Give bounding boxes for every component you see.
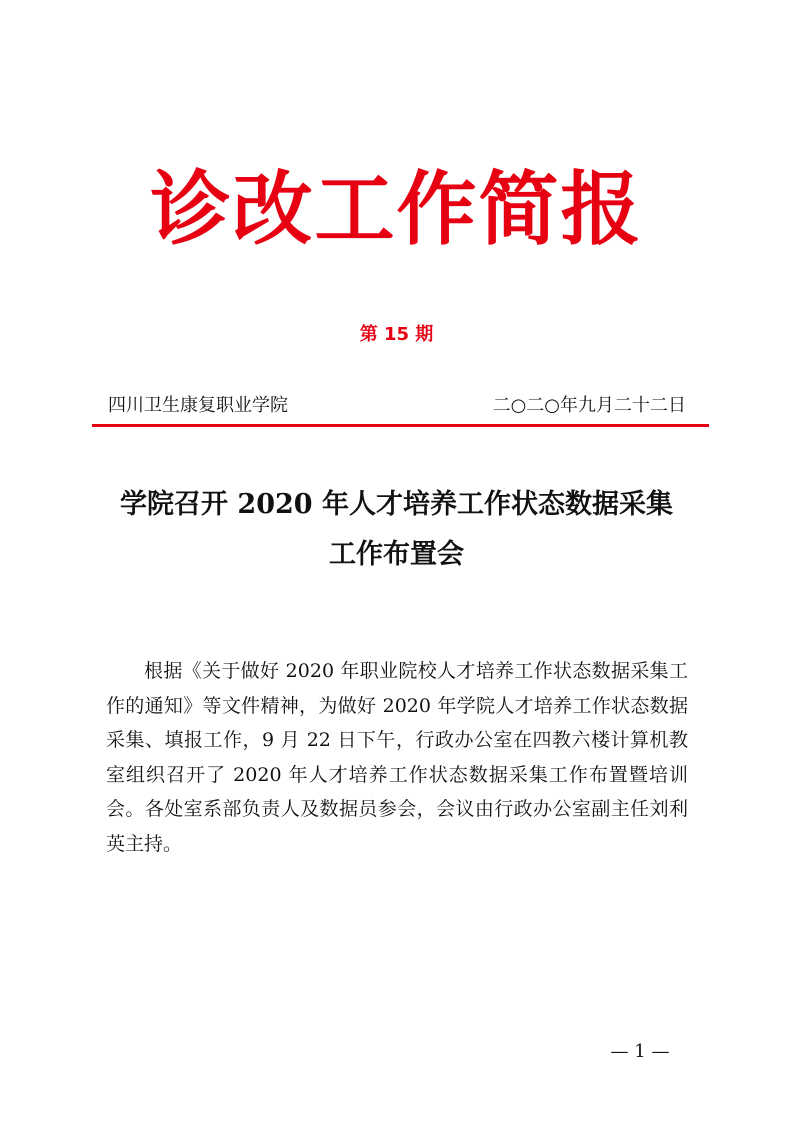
organization-name: 四川卫生康复职业学院 <box>108 395 288 416</box>
article-paragraph: 根据《关于做好 2020 年职业院校人才培养工作状态数据采集工作的通知》等文件精神，为做好 2020 年学院人才培养工作状态数据采集、填报工作，9 月 22 日下午，行政办公室在四教六楼计算机教室组织召开了 2020 年人才培养工作状态数据采集工作布置暨培训会。各处室系部负责人及数据员参会，会议由行政办公室副主任刘利英主持。 <box>106 660 688 855</box>
headline-line-2: 工作布置会 <box>329 539 464 570</box>
issue-number: 第 15 期 <box>359 324 434 345</box>
page-number: — 1 — <box>610 1041 670 1062</box>
header-meta-row <box>108 393 686 419</box>
article-headline <box>90 480 703 580</box>
newsletter-title: 诊改工作简报 <box>150 163 643 256</box>
red-divider-line <box>92 424 709 427</box>
headline-line-1: 学院召开 2020 年人才培养工作状态数据采集 <box>120 489 673 520</box>
publish-date: 二○二○年九月二十二日 <box>492 395 686 416</box>
